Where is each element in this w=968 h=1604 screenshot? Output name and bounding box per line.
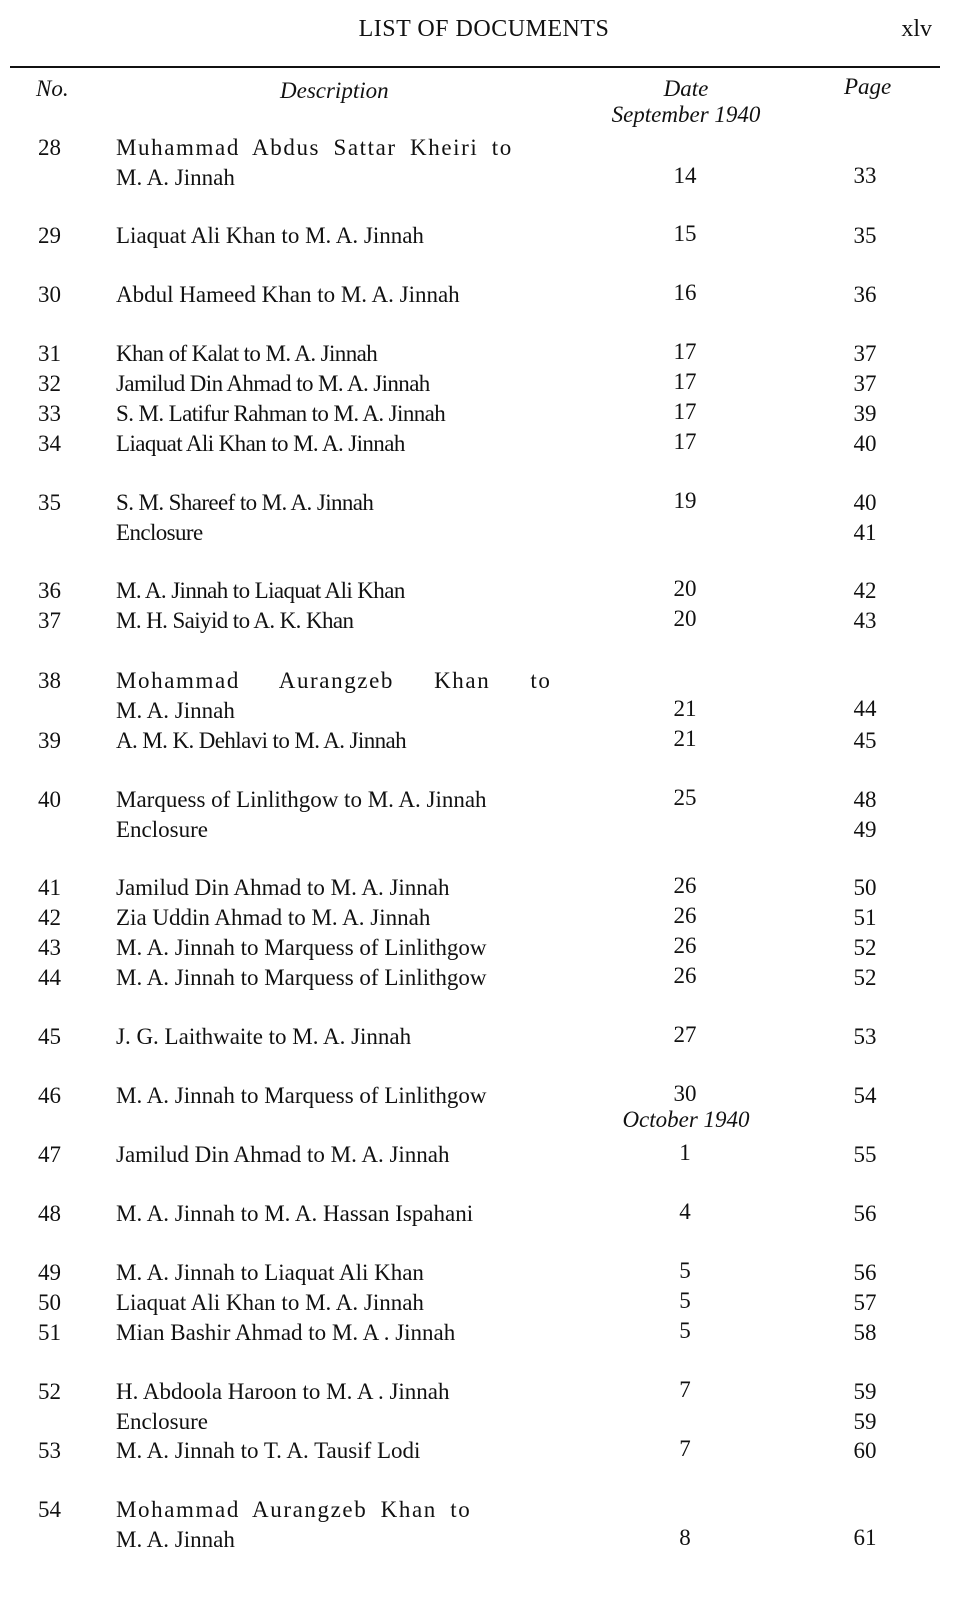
entry-date: 8 [679, 1525, 691, 1550]
entry-page: 58 [853, 1320, 877, 1345]
entry-number: 35 [38, 490, 61, 515]
entry-description: Abdul Hameed Khan to M. A. Jinnah [116, 282, 460, 307]
entry-date: 20 [673, 606, 697, 631]
entry-date: 16 [673, 280, 697, 305]
entry-description: Mohammad Aurangzeb Khan to [116, 1497, 472, 1522]
entry-date: 25 [673, 785, 697, 810]
entry-description: M. A. Jinnah to Marquess of Linlithgow [116, 1083, 487, 1108]
entry-description: S. M. Latifur Rahman to M. A. Jinnah [116, 401, 446, 426]
entry-date: 26 [673, 933, 697, 958]
entry-description: J. G. Laithwaite to M. A. Jinnah [116, 1024, 412, 1049]
entry-page: 40 [853, 431, 877, 456]
column-header-description: Description [280, 78, 389, 103]
entry-page: 60 [853, 1438, 877, 1463]
entry-page: 45 [853, 728, 877, 753]
entry-number: 40 [38, 787, 61, 812]
entry-description-continued: M. A. Jinnah [116, 1527, 235, 1552]
entry-description: M. H. Saiyid to A. K. Khan [116, 608, 354, 633]
entry-description: Jamilud Din Ahmad to M. A. Jinnah [116, 1142, 450, 1167]
entry-number: 37 [38, 608, 61, 633]
entry-page: 54 [853, 1083, 877, 1108]
column-header-page: Page [844, 74, 892, 99]
entry-date: 21 [673, 726, 697, 751]
entry-page: 51 [853, 905, 877, 930]
entry-number: 46 [38, 1083, 61, 1108]
entry-date: 7 [679, 1436, 691, 1461]
entry-page: 52 [853, 935, 877, 960]
entry-number: 31 [38, 341, 61, 366]
entry-number: 36 [38, 578, 61, 603]
entry-page: 52 [853, 965, 877, 990]
entry-description: M. A. Jinnah to Liaquat Ali Khan [116, 578, 405, 603]
entry-page: 33 [853, 163, 877, 188]
entry-date: 21 [673, 696, 697, 721]
entry-date: 14 [673, 163, 697, 188]
entry-number: 47 [38, 1142, 61, 1167]
entry-page: 55 [853, 1142, 877, 1167]
entry-date: 1 [679, 1140, 691, 1165]
page-number: xlv [901, 16, 932, 42]
entry-date: 17 [673, 429, 697, 454]
entry-enclosure: Enclosure [116, 520, 203, 545]
entry-page: 61 [853, 1525, 877, 1550]
entry-page: 59 [853, 1379, 877, 1404]
running-title: LIST OF DOCUMENTS [358, 16, 610, 42]
entry-date: 17 [673, 399, 697, 424]
entry-date: 4 [679, 1199, 691, 1224]
entry-description: H. Abdoola Haroon to M. A . Jinnah [116, 1379, 450, 1404]
entry-date: 5 [679, 1318, 691, 1343]
entry-description: Marquess of Linlithgow to M. A. Jinnah [116, 787, 487, 812]
entry-enclosure-page: 59 [853, 1409, 877, 1434]
entry-number: 51 [38, 1320, 61, 1345]
entry-page: 36 [853, 282, 877, 307]
entry-page: 37 [853, 341, 877, 366]
entry-description-continued: M. A. Jinnah [116, 165, 235, 190]
entry-date: 15 [673, 221, 697, 246]
entry-description: M. A. Jinnah to M. A. Hassan Ispahani [116, 1201, 474, 1226]
entry-date: 5 [679, 1258, 691, 1283]
entry-number: 44 [38, 965, 61, 990]
entry-page: 44 [853, 696, 877, 721]
entry-date: 26 [673, 903, 697, 928]
entry-description: Zia Uddin Ahmad to M. A. Jinnah [116, 905, 431, 930]
entry-number: 53 [38, 1438, 61, 1463]
entry-page: 39 [853, 401, 877, 426]
entry-date: 27 [673, 1022, 697, 1047]
entry-number: 34 [38, 431, 61, 456]
entry-description: Liaquat Ali Khan to M. A. Jinnah [116, 223, 424, 248]
entry-number: 50 [38, 1290, 61, 1315]
entry-page: 56 [853, 1201, 877, 1226]
entry-description: Muhammad Abdus Sattar Kheiri to [116, 135, 513, 160]
entry-number: 38 [38, 668, 61, 693]
entry-date: 26 [673, 963, 697, 988]
entry-description-continued: M. A. Jinnah [116, 698, 235, 723]
entry-number: 49 [38, 1260, 61, 1285]
entry-date: 26 [673, 873, 697, 898]
column-header-date-month: September 1940 [611, 102, 761, 127]
entry-description: M. A. Jinnah to Liaquat Ali Khan [116, 1260, 424, 1285]
entry-page: 57 [853, 1290, 877, 1315]
column-header-date [600, 76, 772, 128]
entry-number: 45 [38, 1024, 61, 1049]
entry-number: 28 [38, 135, 61, 160]
entry-description: Jamilud Din Ahmad to M. A. Jinnah [116, 875, 450, 900]
entry-number: 32 [38, 371, 61, 396]
entry-enclosure: Enclosure [116, 1409, 208, 1434]
entry-enclosure-page: 49 [853, 817, 877, 842]
entry-description: Mian Bashir Ahmad to M. A . Jinnah [116, 1320, 456, 1345]
entry-page: 50 [853, 875, 877, 900]
entry-description: Mohammad Aurangzeb Khan to [116, 668, 552, 693]
entry-page: 43 [853, 608, 877, 633]
entry-description: Khan of Kalat to M. A. Jinnah [116, 341, 378, 366]
entry-description: M. A. Jinnah to Marquess of Linlithgow [116, 935, 487, 960]
entry-page: 37 [853, 371, 877, 396]
entry-page: 48 [853, 787, 877, 812]
entry-page: 35 [853, 223, 877, 248]
entry-date: 7 [679, 1377, 691, 1402]
entry-enclosure-page: 41 [853, 520, 877, 545]
header-rule [10, 66, 940, 68]
entry-page: 40 [853, 490, 877, 515]
column-header-no: No. [36, 76, 69, 101]
entry-number: 48 [38, 1201, 61, 1226]
month-subheading: October 1940 [622, 1107, 750, 1132]
entry-date: 30 [673, 1081, 697, 1106]
entry-date: 17 [673, 339, 697, 364]
entry-enclosure: Enclosure [116, 817, 208, 842]
entry-date: 19 [673, 488, 697, 513]
entry-description: Jamilud Din Ahmad to M. A. Jinnah [116, 371, 430, 396]
entry-number: 54 [38, 1497, 61, 1522]
entry-number: 41 [38, 875, 61, 900]
entry-description: A. M. K. Dehlavi to M. A. Jinnah [116, 728, 407, 753]
entry-description: Liaquat Ali Khan to M. A. Jinnah [116, 1290, 424, 1315]
entry-description: S. M. Shareef to M. A. Jinnah [116, 490, 374, 515]
column-header-date-label: Date [663, 76, 709, 101]
entry-page: 56 [853, 1260, 877, 1285]
entry-number: 43 [38, 935, 61, 960]
entry-number: 30 [38, 282, 61, 307]
entry-description: Liaquat Ali Khan to M. A. Jinnah [116, 431, 405, 456]
entry-number: 33 [38, 401, 61, 426]
entry-date: 5 [679, 1288, 691, 1313]
entry-number: 39 [38, 728, 61, 753]
entry-date: 17 [673, 369, 697, 394]
entry-date: 20 [673, 576, 697, 601]
entry-number: 42 [38, 905, 61, 930]
entry-page: 42 [853, 578, 877, 603]
entry-description: M. A. Jinnah to Marquess of Linlithgow [116, 965, 487, 990]
entry-number: 52 [38, 1379, 61, 1404]
entry-description: M. A. Jinnah to T. A. Tausif Lodi [116, 1438, 421, 1463]
entry-page: 53 [853, 1024, 877, 1049]
entry-number: 29 [38, 223, 61, 248]
